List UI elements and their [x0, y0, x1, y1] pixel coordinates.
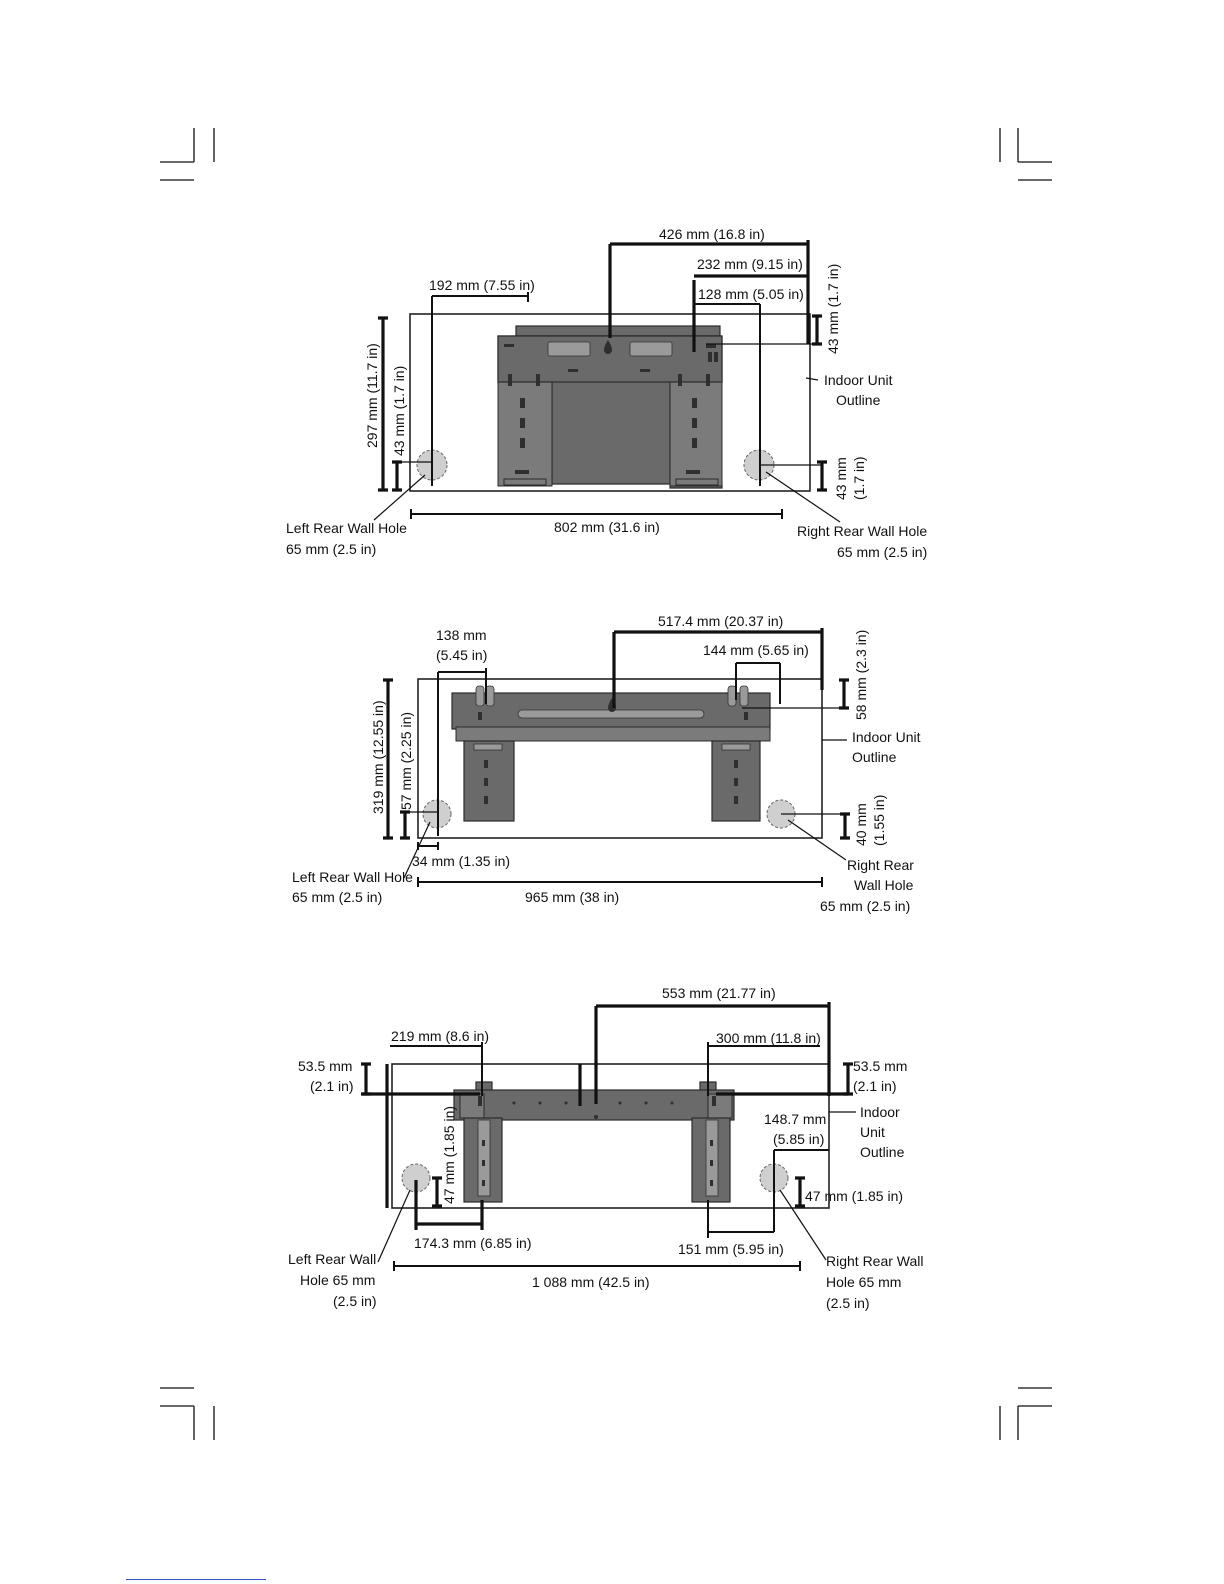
dim-144: 144 mm (5.65 in) [703, 642, 809, 658]
outline-label-1: Indoor Unit [824, 372, 893, 388]
left-hole-label-2: 65 mm (2.5 in) [292, 889, 383, 905]
dim-138-a: 138 mm [436, 627, 487, 643]
dim-1088: 1 088 mm (42.5 in) [532, 1274, 650, 1290]
dim-802: 802 mm (31.6 in) [554, 519, 660, 535]
right-hole-label-1: Right Rear [847, 857, 914, 873]
right-hole-label-2: Hole 65 mm [826, 1274, 902, 1290]
dim-128: 128 mm (5.05 in) [698, 286, 804, 302]
dim-53-right-a: 53.5 mm [853, 1058, 908, 1074]
diagram-3 [288, 985, 924, 1311]
dim-58: 58 mm (2.3 in) [853, 629, 869, 720]
dim-43-right-top: 43 mm (1.7 in) [825, 263, 841, 354]
dim-517: 517.4 mm (20.37 in) [658, 613, 784, 629]
dim-151: 151 mm (5.95 in) [678, 1241, 784, 1257]
right-hole-label-3: (2.5 in) [826, 1295, 870, 1311]
right-hole-label-1: Right Rear Wall Hole [797, 523, 928, 539]
dim-426: 426 mm (16.8 in) [659, 226, 765, 242]
left-hole-label-3: (2.5 in) [333, 1293, 377, 1309]
left-hole-label-2: Hole 65 mm [300, 1272, 376, 1288]
right-hole-label-2: 65 mm (2.5 in) [837, 544, 928, 560]
outline-label-2: Outline [852, 749, 897, 765]
dim-319: 319 mm (12.55 in) [370, 700, 386, 814]
dim-53-right-b: (2.1 in) [853, 1078, 897, 1094]
mounting-plate [452, 686, 770, 821]
right-hole-label-2: Wall Hole [854, 877, 914, 893]
outline-label-3: Outline [860, 1144, 905, 1160]
dim-148-a: 148.7 mm [764, 1111, 827, 1127]
dim-300: 300 mm (11.8 in) [716, 1030, 821, 1046]
dim-53-left-a: 53.5 mm [298, 1058, 353, 1074]
dim-965: 965 mm (38 in) [525, 889, 620, 905]
dim-47-right: 47 mm (1.85 in) [805, 1188, 904, 1204]
mounting-plate [498, 326, 722, 488]
dim-53-left-b: (2.1 in) [310, 1078, 354, 1094]
mounting-plate [454, 1082, 734, 1202]
outline-label-1: Indoor Unit [852, 729, 921, 745]
dim-40-a: 40 mm [853, 803, 869, 846]
dim-148-b: (5.85 in) [773, 1131, 825, 1147]
dim-34: 34 mm (1.35 in) [412, 853, 511, 869]
outline-label-2: Outline [836, 392, 881, 408]
left-hole-label-2: 65 mm (2.5 in) [286, 541, 377, 557]
outline-label-2: Unit [860, 1124, 885, 1140]
dim-43-left: 43 mm (1.7 in) [391, 365, 407, 456]
left-hole-label-1: Left Rear Wall Hole [286, 520, 407, 536]
dim-40-b: (1.55 in) [871, 794, 887, 846]
footer-underline [126, 1579, 266, 1580]
dim-192: 192 mm (7.55 in) [429, 277, 535, 293]
dim-47-left: 47 mm (1.85 in) [441, 1105, 457, 1204]
dim-43-right-bottom-a: 43 mm [833, 457, 849, 500]
crop-marks [160, 128, 1052, 1440]
right-hole-label-3: 65 mm (2.5 in) [820, 898, 911, 914]
dim-297: 297 mm (11.7 in) [364, 343, 380, 448]
left-hole-label-1: Left Rear Wall [288, 1251, 377, 1267]
dim-138-b: (5.45 in) [436, 647, 488, 663]
left-hole-label-1: Left Rear Wall Hole [292, 869, 413, 885]
diagram-1 [286, 226, 927, 560]
diagram-2 [292, 613, 921, 914]
dim-57: 57 mm (2.25 in) [398, 711, 414, 810]
dim-553: 553 mm (21.77 in) [662, 985, 776, 1001]
right-hole-label-1: Right Rear Wall [826, 1253, 924, 1269]
dim-43-right-bottom-b: (1.7 in) [851, 456, 867, 500]
outline-label-1: Indoor [860, 1104, 900, 1120]
dim-219: 219 mm (8.6 in) [391, 1028, 490, 1044]
dim-232: 232 mm (9.15 in) [697, 256, 803, 272]
dim-174: 174.3 mm (6.85 in) [414, 1235, 532, 1251]
